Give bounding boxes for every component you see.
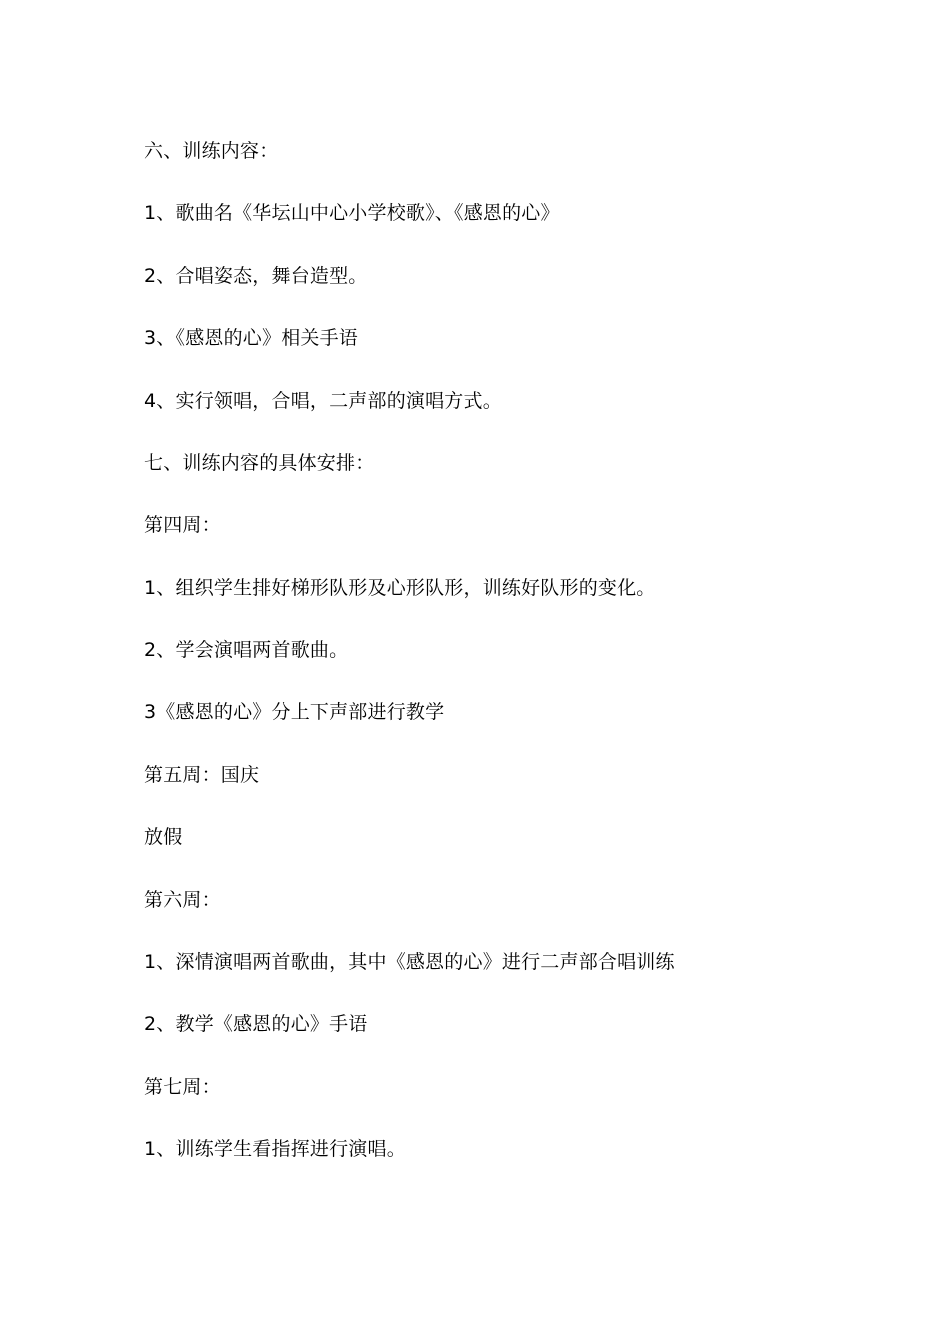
week-heading-5: 第五周：国庆 bbox=[144, 764, 260, 786]
list-item-conductor: 1、训练学生看指挥进行演唱。 bbox=[144, 1138, 406, 1160]
list-item-singing-mode: 4、实行领唱，合唱，二声部的演唱方式。 bbox=[144, 390, 502, 412]
week-heading-4: 第四周： bbox=[144, 514, 221, 536]
list-item-learn-songs: 2、学会演唱两首歌曲。 bbox=[144, 639, 349, 661]
list-item-teach-sign-language: 2、教学《感恩的心》手语 bbox=[144, 1013, 368, 1035]
list-item-sign-language: 3、《感恩的心》相关手语 bbox=[144, 327, 358, 349]
section-heading-schedule: 七、训练内容的具体安排： bbox=[144, 452, 375, 474]
list-item-two-part-chorus: 1、深情演唱两首歌曲，其中《感恩的心》进行二声部合唱训练 bbox=[144, 951, 675, 973]
week-heading-7: 第七周： bbox=[144, 1076, 221, 1098]
section-heading-training-content: 六、训练内容： bbox=[144, 140, 279, 162]
list-item-voice-parts: 3《感恩的心》分上下声部进行教学 bbox=[144, 701, 445, 723]
week-heading-6: 第六周： bbox=[144, 889, 221, 911]
list-item-songs: 1、歌曲名《华坛山中心小学校歌》、《感恩的心》 bbox=[144, 202, 560, 224]
list-item-formation: 1、组织学生排好梯形队形及心形队形，训练好队形的变化。 bbox=[144, 577, 656, 599]
holiday-text: 放假 bbox=[144, 826, 183, 848]
list-item-posture: 2、合唱姿态，舞台造型。 bbox=[144, 265, 368, 287]
